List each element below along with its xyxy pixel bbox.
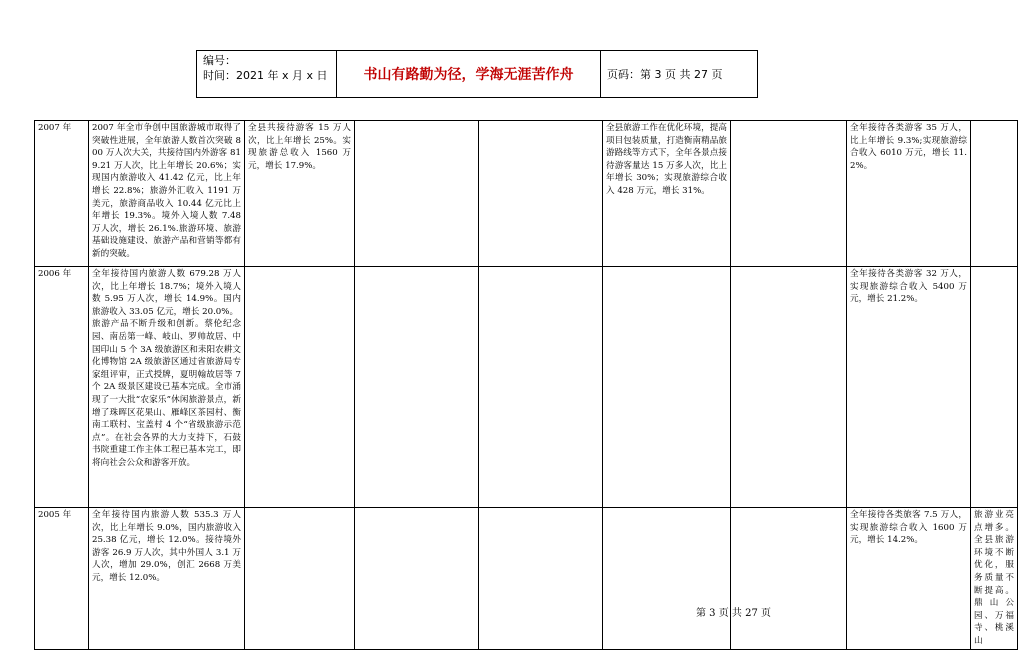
page-footer: 第 3 页 共 27 页	[696, 608, 771, 619]
time-label: 时间：2021 年 x 月 x 日	[203, 69, 328, 82]
county-cell: 全年接待各类旅客 7.5 万人，实现旅游综合收入 1600 万元，增长 14.2%。	[847, 508, 971, 650]
county-cell	[603, 508, 731, 650]
city-cell	[89, 267, 245, 508]
county-cell	[731, 267, 847, 508]
page-header	[196, 50, 758, 98]
county-cell	[355, 267, 479, 508]
county-cell	[479, 267, 603, 508]
county-cell	[479, 121, 603, 267]
year-cell: 2005 年	[35, 508, 89, 650]
county-cell: 旅游业亮点增多。全县旅游环境不断优化，服务质量不断提高。鼎山公园、万福寺、桃溪山	[971, 508, 1018, 650]
county-cell: 全县共接待游客 15 万人次，比上年增长 25%。实现旅游总收入 1560 万元，增长 17.9%。	[245, 121, 355, 267]
tourism-table	[34, 120, 1018, 650]
table-row	[35, 508, 1018, 650]
year-cell: 2007 年	[35, 121, 89, 267]
number-label: 编号：	[203, 54, 236, 67]
county-cell: 全县旅游工作在优化环境，提高项目包装质量，打造衡南精品旅游路线等方式下，全年各景点接待游客量达 15 万多人次，比上年增长 30%；实现旅游综合收入 428 万元，增长 31%。	[603, 121, 731, 267]
county-cell	[245, 267, 355, 508]
county-cell	[355, 508, 479, 650]
table-row	[35, 267, 1018, 508]
city-cell: 2007 年全市争创中国旅游城市取得了突破性进展，全年旅游人数首次突破 800 万人次大关，共接待国内外游客 819.21 万人次，比上年增长 20.6%；实现国内旅游收入 41.42 亿元，比上年增长 22.8%；旅游外汇收入 1191 万美元，旅游商品收入 10.44 亿元比上年增长 19.3%。境外入境人数 7.48 万人次，增长 26.1%.旅游环境、旅游基础设施建设、旅游产品和营销等都有新的突破。	[89, 121, 245, 267]
county-cell: 全年接待各类游客 35 万人，比上年增长 9.3%;实现旅游综合收入 6010 万元，增长 11.2%。	[847, 121, 971, 267]
county-cell: 全年接待各类游客 32 万人，实现旅游综合收入 5400 万元，增长 21.2%。	[847, 267, 971, 508]
county-cell	[971, 121, 1018, 267]
table-row	[35, 121, 1018, 267]
city-cell: 全年接待国内旅游人数 535.3 万人次，比上年增长 9.0%，国内旅游收入 25.38 亿元，增长 12.0%。接待境外游客 26.9 万人次，其中外国人 3.1 万人次，增加 29.0%，创汇 2668 万美元，增长 12.0%。	[89, 508, 245, 650]
city-stats-text: 全年接待国内旅游人数 679.28 万人次，比上年增长 18.7%；境外入境人数 5.95 万人次，增长 14.9%。国内旅游收入 33.05 亿元，增长 20.0%。	[92, 269, 241, 317]
header-page-label: 页码：第 3 页 共 27 页	[607, 68, 723, 81]
year-cell: 2006 年	[35, 267, 89, 508]
county-cell	[731, 121, 847, 267]
county-cell	[603, 267, 731, 508]
city-products-text: 旅游产品不断升级和创新。蔡伦纪念园、南岳第一峰、岐山、罗帅故居、中国印山 5 个 3A 级旅游区和耒阳农耕文化博物馆 2A 级旅游区通过省旅游局专家组评审，正式授牌，夏明翰故居等 7 个 2A 级景区建设已基本完成。全市涌现了一大批“农家乐”休闲旅游景点，新增了珠晖区花果山、雁峰区茶园村、衡南工联村、宝盖村 4 个“省级旅游示范点”。在社会各界的大力支持下，石鼓书院重建工作主体工程已基本完工，即将向社会公众和游客开放。	[92, 319, 241, 468]
county-cell	[971, 267, 1018, 508]
county-cell	[479, 508, 603, 650]
header-motto: 书山有路勤为径，学海无涯苦作舟	[337, 51, 601, 97]
county-cell	[245, 508, 355, 650]
county-cell	[355, 121, 479, 267]
county-cell	[731, 508, 847, 650]
header-meta	[197, 51, 337, 97]
